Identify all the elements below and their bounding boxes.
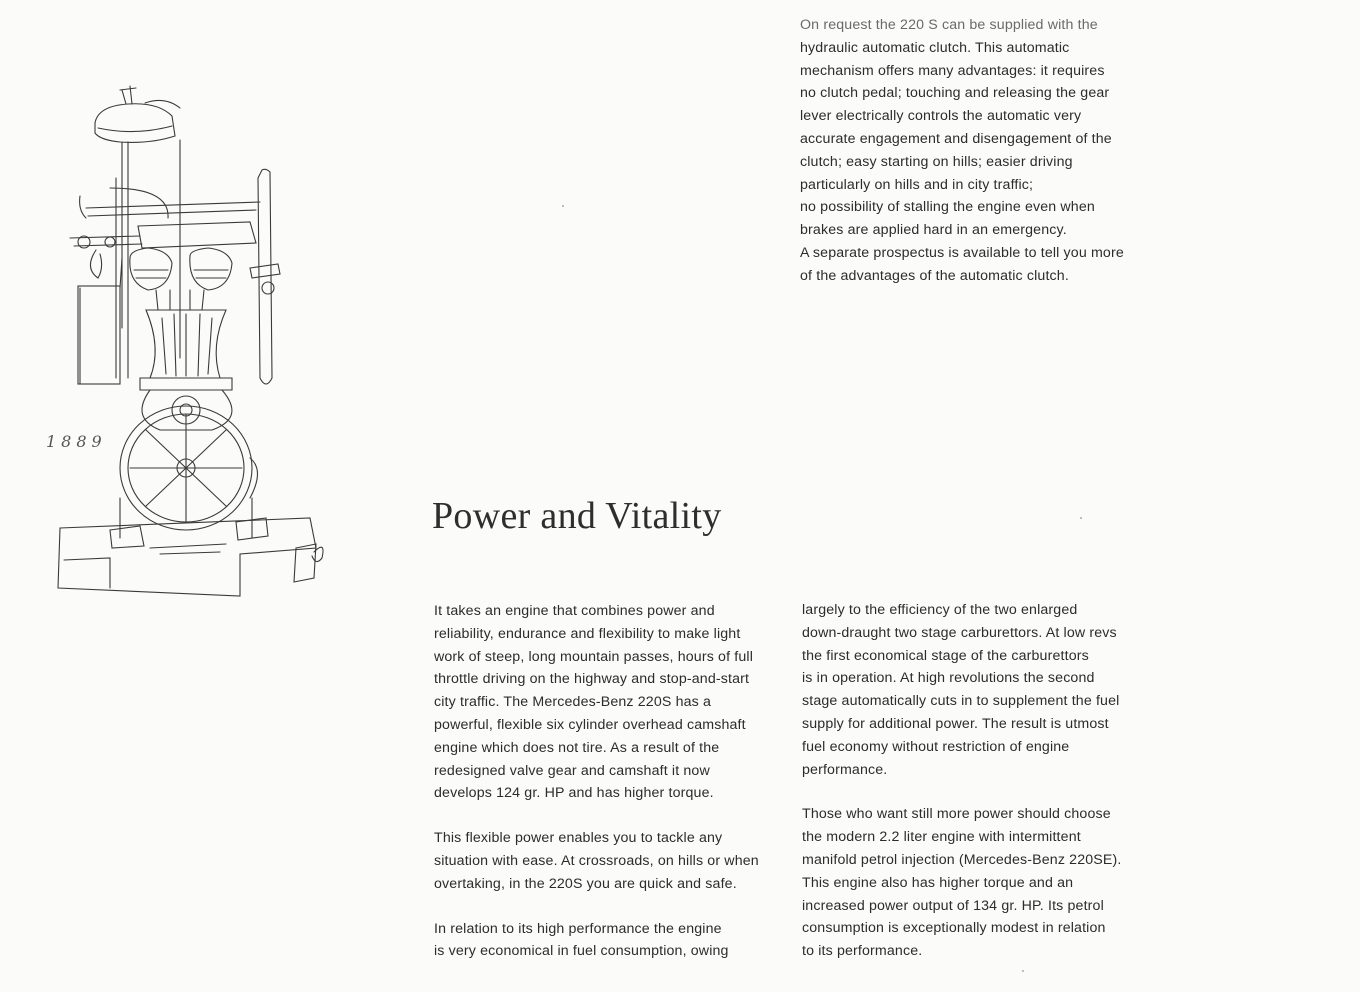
text-line: mechanism offers many advantages: it requires bbox=[800, 62, 1105, 79]
text-line: is very economical in fuel consumption, owing bbox=[434, 943, 729, 960]
text-line: clutch; easy starting on hills; easier driving bbox=[800, 153, 1073, 170]
text-line: On request the 220 S can be supplied with the bbox=[800, 17, 1098, 33]
text-line: no clutch pedal; touching and releasing the gear bbox=[800, 85, 1110, 102]
paper-speck bbox=[1022, 970, 1024, 972]
text-line: It takes an engine that combines power and bbox=[434, 603, 715, 619]
right-paragraph-2 bbox=[802, 803, 1147, 963]
text-line: to its performance. bbox=[802, 943, 923, 960]
text-line: A separate prospectus is available to tell you more bbox=[800, 244, 1124, 261]
engine-illustration bbox=[50, 78, 340, 603]
text-line: throttle driving on the highway and stop-and-start bbox=[434, 671, 750, 688]
text-line: engine which does not tire. As a result of the bbox=[434, 739, 720, 756]
left-paragraph-1 bbox=[434, 600, 779, 805]
paper-speck bbox=[562, 205, 564, 207]
left-paragraph-3 bbox=[434, 918, 779, 964]
right-text-column bbox=[802, 599, 1147, 963]
text-line: fuel economy without restriction of engine bbox=[802, 738, 1070, 755]
text-line: develops 124 gr. HP and has higher torque. bbox=[434, 785, 714, 802]
automatic-clutch-paragraph bbox=[800, 14, 1150, 288]
text-line: Those who want still more power should choose bbox=[802, 806, 1111, 823]
text-line: down-draught two stage carburettors. At low revs bbox=[802, 624, 1117, 641]
text-line: hydraulic automatic clutch. This automatic bbox=[800, 39, 1070, 56]
left-text-column bbox=[434, 600, 779, 963]
page-title: Power and Vitality bbox=[432, 495, 722, 537]
text-line: stage automatically cuts in to supplement the fuel bbox=[802, 693, 1120, 710]
text-line: This flexible power enables you to tackle any bbox=[434, 830, 723, 847]
text-line: work of steep, long mountain passes, hours of full bbox=[434, 648, 754, 665]
text-line: city traffic. The Mercedes-Benz 220S has a bbox=[434, 694, 712, 711]
right-paragraph-1 bbox=[802, 599, 1147, 781]
text-line: powerful, flexible six cylinder overhead camshaft bbox=[434, 716, 746, 733]
text-line: manifold petrol injection (Mercedes-Benz 220SE). bbox=[802, 851, 1122, 868]
paper-speck bbox=[1080, 517, 1082, 519]
text-line: no possibility of stalling the engine even when bbox=[800, 199, 1095, 216]
text-line: the modern 2.2 liter engine with intermittent bbox=[802, 829, 1081, 846]
text-line: lever electrically controls the automatic very bbox=[800, 108, 1082, 125]
text-line: of the advantages of the automatic clutch. bbox=[800, 267, 1069, 284]
year-label: 1889 bbox=[46, 432, 107, 451]
text-line: increased power output of 134 gr. HP. Its petrol bbox=[802, 897, 1104, 914]
text-line: brakes are applied hard in an emergency. bbox=[800, 222, 1067, 239]
text-line: redesigned valve gear and camshaft it now bbox=[434, 762, 710, 779]
text-line: performance. bbox=[802, 761, 888, 778]
text-line: In relation to its high performance the engine bbox=[434, 920, 722, 937]
text-line: reliability, endurance and flexibility to make light bbox=[434, 625, 741, 642]
text-line: accurate engagement and disengagement of the bbox=[800, 130, 1112, 147]
text-line: particularly on hills and in city traffic; bbox=[800, 176, 1034, 193]
text-line: largely to the efficiency of the two enlarged bbox=[802, 602, 1078, 618]
text-line: supply for additional power. The result is utmost bbox=[802, 715, 1109, 732]
text-line: the first economical stage of the carburettors bbox=[802, 647, 1089, 664]
text-line: consumption is exceptionally modest in relation bbox=[802, 920, 1106, 937]
text-line: is in operation. At high revolutions the second bbox=[802, 670, 1095, 687]
text-line: situation with ease. At crossroads, on hills or when bbox=[434, 852, 759, 869]
left-paragraph-2 bbox=[434, 827, 779, 895]
text-line: This engine also has higher torque and an bbox=[802, 874, 1074, 891]
text-line: overtaking, in the 220S you are quick and safe. bbox=[434, 875, 737, 892]
